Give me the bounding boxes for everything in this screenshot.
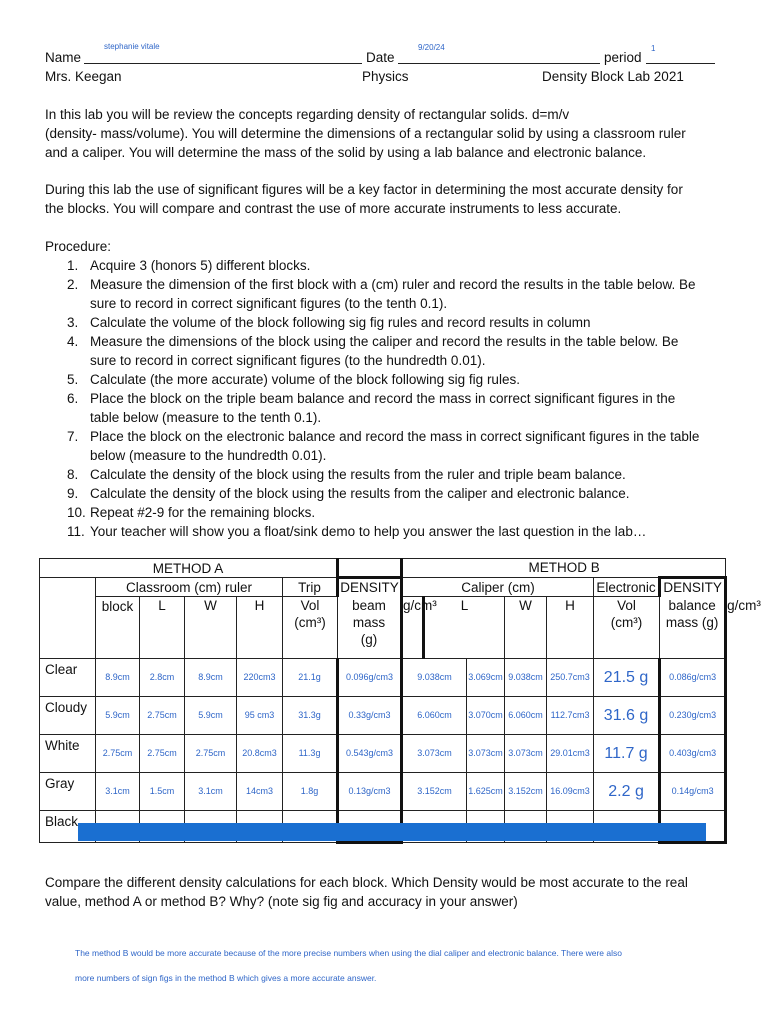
W-header: W [185,597,237,659]
period-underline [646,63,715,64]
table-row [40,659,726,697]
procedure-heading: Procedure: [45,239,112,254]
step-text: Your teacher will show you a float/sink demo to help you answer the last question in the lab… [90,524,647,539]
density-a: 0.543g/cm3 [338,735,402,773]
ruler-width: 1.5cm [140,773,185,811]
density-b: 0.086g/cm3 [660,659,726,697]
intro-paragraph-1 [45,105,686,162]
density-a-label: DENSITY [338,578,402,597]
ruler-volume: 220cm3 [237,659,283,697]
ruler-height: 8.9cm [185,659,237,697]
density-a: 0.13g/cm3 [338,773,402,811]
step-number: 8. [67,467,79,482]
data-table: METHOD A METHOD B Classroom (cm) ruler Trip DENSITY Caliper (cm) Electronic DENSITY block L W H Vol (cm³) beam mass (g) g/cm³ L W H Vol (cm³) balance mass (g) g/cm³ Clear 8.9cm 2.8cm 8.9cm 220cm3 21.1g 0.096g/cm3 9.038cm 3.069cm 9.038cm 250.7cm3 21.5 g 0.086g/cm3 Cloudy 5.9cm 2.75cm 5.9cm 95 cm3 31.3g 0.33g/cm3 6.060cm 3.070cm 6.060cm 112.7cm3 31.6 g 0.230g/cm3 White 2.75cm 2.75cm 2.75cm 20.8cm3 11.3g 0.543g/cm3 3.073cm 3.073cm 3.073cm 29.01cm3 11.7 g 0.403g/cm3 Gray 3.1cm 1.5cm 3.1cm 14cm3 1.8g 0.13g/cm3 3.152cm 1.625cm 3.152cm 16.09cm3 2.2 g 0.14g/cm3 Black [39,558,727,844]
step-text: below (measure to the hundredth 0.01). [90,448,327,463]
H-header: H [237,597,283,659]
cal-H-header: H [547,597,594,659]
block-name: Gray [40,773,96,811]
ruler-volume: 20.8cm3 [237,735,283,773]
intro-paragraph-2 [45,180,683,218]
triple-beam-mass: 11.3g [283,735,338,773]
step-text: Acquire 3 (honors 5) different blocks. [90,258,311,273]
ruler-volume: 95 cm3 [237,697,283,735]
procedure-step [45,503,735,522]
trip-beam-header: beam mass (g) [338,597,402,659]
table-row [40,735,726,773]
ruler-width: 2.75cm [140,735,185,773]
L-header: L [140,597,185,659]
table-row [40,697,726,735]
cal-W-header: W [505,597,547,659]
student-name: stephanie vitale [104,42,160,51]
step-text: Place the block on the triple beam balance and record the mass in correct significant figures in the [90,391,676,406]
triple-beam-mass: 1.8g [283,773,338,811]
intro-line: During this lab the use of significant figures will be a key factor in determining the most accurate density for [45,182,683,197]
period-label: period [604,50,642,65]
procedure-step [45,389,735,427]
procedure-step [45,275,735,313]
ruler-length: 8.9cm [96,659,140,697]
caliper-width: 3.069cm [467,659,505,697]
date-value: 9/20/24 [418,43,445,52]
density-b: 0.14g/cm3 [660,773,726,811]
step-number: 4. [67,334,79,349]
step-number: 11. [67,524,85,539]
method-b-header: METHOD B [402,559,726,578]
question-line: value, method A or method B? Why? (note sig fig and accuracy in your answer) [45,894,518,909]
gcm3-a-header: g/cm³ [402,597,424,659]
electronic-mass: 2.2 g [594,773,660,811]
density-b-label: DENSITY [660,578,726,597]
intro-line: and a caliper. You will determine the mass of the solid by using a lab balance and electronic balance. [45,145,647,160]
caliper-height: 9.038cm [505,659,547,697]
name-label: Name [45,50,82,65]
triple-beam-mass: 31.3g [283,697,338,735]
procedure-step [45,370,735,389]
vol-header: Vol (cm³) [283,597,338,659]
trip-label: Trip [283,578,338,597]
question-line: Compare the different density calculations for each block. Which Density would be most accurate to the real [45,875,688,890]
density-a: 0.096g/cm3 [338,659,402,697]
caliper-width: 3.073cm [467,735,505,773]
caliper-height: 3.152cm [505,773,547,811]
caliper-volume: 112.7cm3 [547,697,594,735]
teacher-name: Mrs. Keegan [45,69,122,84]
step-text: Calculate the density of the block using the results from the ruler and triple beam balance. [90,467,626,482]
block-name: Black [40,811,96,843]
ruler-height: 2.75cm [185,735,237,773]
step-text: table below (measure to the tenth 0.1). [90,410,322,425]
step-number: 3. [67,315,79,330]
block-name: White [40,735,96,773]
step-number: 1. [67,258,79,273]
caliper-length: 3.073cm [402,735,467,773]
procedure-step [45,484,735,503]
step-number: 10. [67,505,86,520]
caliper-volume: 250.7cm3 [547,659,594,697]
step-number: 5. [67,372,79,387]
classroom-ruler-header: Classroom (cm) ruler [96,578,283,597]
triple-beam-mass: 21.1g [283,659,338,697]
intro-line: (density- mass/volume). You will determine the dimensions of a rectangular solid by using a classroom ruler [45,126,686,141]
density-b: 0.403g/cm3 [660,735,726,773]
electronic-mass: 21.5 g [594,659,660,697]
step-text: Calculate (the more accurate) volume of the block following sig fig rules. [90,372,520,387]
step-text: sure to record in correct significant figures (to the hundredth 0.01). [90,353,486,368]
question [45,873,688,911]
caliper-width: 1.625cm [467,773,505,811]
step-text: Repeat #2-9 for the remaining blocks. [90,505,316,520]
electronic-mass: 11.7 g [594,735,660,773]
step-text: Calculate the volume of the block following sig fig rules and record results in column [90,315,591,330]
ruler-height: 3.1cm [185,773,237,811]
date-label: Date [366,50,395,65]
procedure-step [45,332,735,370]
cal-vol-header: Vol (cm³) [594,597,660,659]
answer-line: The method B would be more accurate because of the more precise numbers when using the dial caliper and electronic balance. There were also [75,948,622,958]
method-a-header: METHOD A [40,559,338,578]
electronic-mass: 31.6 g [594,697,660,735]
caliper-length: 3.152cm [402,773,467,811]
answer [75,941,622,991]
density-b: 0.230g/cm3 [660,697,726,735]
electronic-label: Electronic [594,578,660,597]
ruler-length: 2.75cm [96,735,140,773]
subject: Physics [362,69,409,84]
caliper-width: 3.070cm [467,697,505,735]
block-col-header: block [96,597,140,659]
step-text: Measure the dimensions of the block using the caliper and record the results in the table below. Be [90,334,679,349]
procedure-list [45,256,735,541]
intro-line: the blocks. You will compare and contrast the use of more accurate instruments to less accurate. [45,201,622,216]
procedure-step [45,427,735,465]
table-row [40,773,726,811]
step-text: Measure the dimension of the first block with a (cm) ruler and record the results in the table below. Be [90,277,696,292]
lab-title: Density Block Lab 2021 [542,69,684,84]
step-number: 2. [67,277,79,292]
step-text: Place the block on the electronic balance and record the mass in correct significant figures in the table [90,429,700,444]
caliper-header: Caliper (cm) [402,578,594,597]
date-underline [398,63,600,64]
procedure-step [45,465,735,484]
ruler-height: 5.9cm [185,697,237,735]
caliper-height: 6.060cm [505,697,547,735]
step-text: sure to record in correct significant figures (to the tenth 0.1). [90,296,448,311]
electronic-mass-header: balance mass (g) [660,597,726,659]
cal-L-header: L [424,597,505,659]
caliper-volume: 16.09cm3 [547,773,594,811]
caliper-volume: 29.01cm3 [547,735,594,773]
answer-line: more numbers of sign figs in the method B which gives a more accurate answer. [75,973,377,983]
ruler-volume: 14cm3 [237,773,283,811]
ruler-width: 2.75cm [140,697,185,735]
intro-line: In this lab you will be review the concepts regarding density of rectangular solids. d=m/v [45,107,570,122]
ruler-length: 5.9cm [96,697,140,735]
procedure-step [45,256,735,275]
step-number: 6. [67,391,79,406]
block-name: Cloudy [40,697,96,735]
step-number: 7. [67,429,79,444]
block-name: Clear [40,659,96,697]
procedure-step [45,313,735,332]
procedure-step [45,522,735,541]
density-a: 0.33g/cm3 [338,697,402,735]
step-number: 9. [67,486,79,501]
ruler-length: 3.1cm [96,773,140,811]
caliper-length: 6.060cm [402,697,467,735]
ruler-width: 2.8cm [140,659,185,697]
period-value: 1 [651,44,656,53]
caliper-length: 9.038cm [402,659,467,697]
redaction-bar [78,823,706,841]
step-text: Calculate the density of the block using the results from the caliper and electronic balance. [90,486,630,501]
caliper-height: 3.073cm [505,735,547,773]
name-underline [84,63,362,64]
